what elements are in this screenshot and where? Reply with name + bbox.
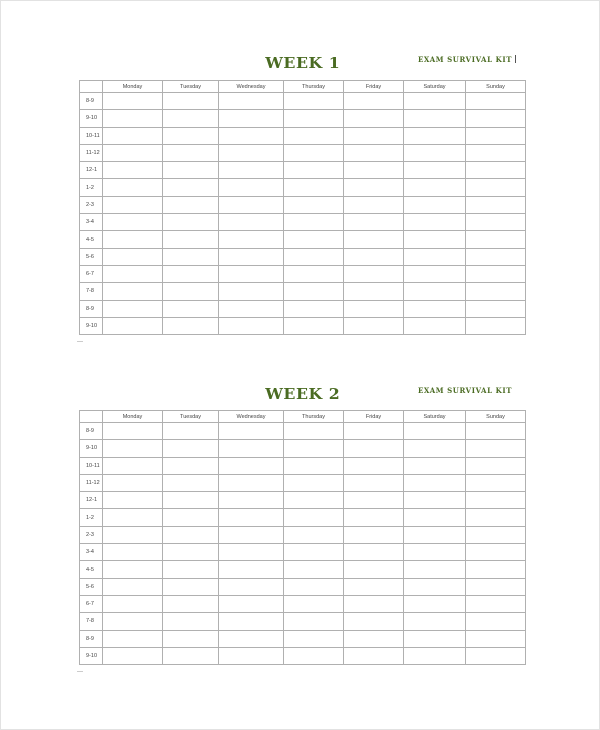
day-header: Tuesday [163,81,219,93]
schedule-cell[interactable] [284,509,344,526]
table-row [80,248,526,265]
week-1-schedule-table [79,80,526,335]
schedule-cell[interactable] [103,578,163,595]
time-slot-label: 6-7 [80,265,103,282]
schedule-cell[interactable] [404,179,466,196]
schedule-cell[interactable] [163,300,219,317]
schedule-cell[interactable] [284,300,344,317]
schedule-cell[interactable] [466,144,526,161]
schedule-cell[interactable] [284,526,344,543]
schedule-cell[interactable] [404,93,466,110]
table-row [80,265,526,282]
day-header: Wednesday [219,411,284,423]
schedule-cell[interactable] [219,457,284,474]
corner-cell [80,411,103,423]
schedule-cell[interactable] [404,440,466,457]
schedule-cell[interactable] [466,492,526,509]
table-row [80,317,526,334]
schedule-cell[interactable] [163,231,219,248]
time-slot-label: 1-2 [80,179,103,196]
schedule-cell[interactable] [284,474,344,491]
table-row [80,509,526,526]
time-slot-label: 3-4 [80,544,103,561]
time-slot-label: 6-7 [80,595,103,612]
schedule-cell[interactable] [219,474,284,491]
schedule-cell[interactable] [284,440,344,457]
schedule-cell[interactable] [163,509,219,526]
time-slot-label: 5-6 [80,578,103,595]
schedule-cell[interactable] [163,162,219,179]
schedule-cell[interactable] [163,283,219,300]
schedule-cell[interactable] [284,283,344,300]
day-header: Monday [103,411,163,423]
day-header: Wednesday [219,81,284,93]
day-header: Monday [103,81,163,93]
table-row [80,196,526,213]
schedule-cell[interactable] [163,630,219,647]
schedule-cell[interactable] [344,127,404,144]
schedule-cell[interactable] [344,214,404,231]
schedule-cell[interactable] [103,265,163,282]
table-row [80,144,526,161]
time-slot-label: 12-1 [80,492,103,509]
schedule-cell[interactable] [103,231,163,248]
schedule-cell[interactable] [344,544,404,561]
schedule-cell[interactable] [466,613,526,630]
schedule-cell[interactable] [284,457,344,474]
schedule-cell[interactable] [466,214,526,231]
schedule-cell[interactable] [219,440,284,457]
schedule-cell[interactable] [219,509,284,526]
schedule-cell[interactable] [344,162,404,179]
schedule-cell[interactable] [284,595,344,612]
table-row [80,526,526,543]
text-cursor [515,55,516,63]
schedule-cell[interactable] [404,423,466,440]
schedule-cell[interactable] [103,647,163,664]
schedule-cell[interactable] [284,179,344,196]
schedule-cell[interactable] [163,248,219,265]
day-header: Thursday [284,81,344,93]
schedule-cell[interactable] [163,474,219,491]
schedule-cell[interactable] [404,613,466,630]
schedule-cell[interactable] [103,127,163,144]
schedule-cell[interactable] [103,630,163,647]
schedule-cell[interactable] [284,214,344,231]
schedule-cell[interactable] [466,440,526,457]
schedule-cell[interactable] [466,265,526,282]
schedule-cell[interactable] [219,127,284,144]
header-row [80,411,526,423]
schedule-cell[interactable] [284,265,344,282]
schedule-cell[interactable] [344,492,404,509]
schedule-cell[interactable] [404,492,466,509]
schedule-cell[interactable] [344,561,404,578]
table-row [80,423,526,440]
schedule-cell[interactable] [404,595,466,612]
schedule-cell[interactable] [219,317,284,334]
schedule-cell[interactable] [284,647,344,664]
week-2-title: WEEK 2 [265,385,341,403]
schedule-cell[interactable] [404,127,466,144]
schedule-cell[interactable] [344,179,404,196]
time-slot-label: 11-12 [80,474,103,491]
schedule-cell[interactable] [163,578,219,595]
schedule-cell[interactable] [344,93,404,110]
schedule-cell[interactable] [284,613,344,630]
schedule-cell[interactable] [219,423,284,440]
time-slot-label: 8-9 [80,93,103,110]
schedule-cell[interactable] [103,423,163,440]
schedule-cell[interactable] [163,647,219,664]
schedule-cell[interactable] [404,144,466,161]
schedule-cell[interactable] [163,423,219,440]
schedule-cell[interactable] [219,492,284,509]
schedule-cell[interactable] [163,93,219,110]
schedule-cell[interactable] [103,110,163,127]
schedule-cell[interactable] [344,457,404,474]
schedule-cell[interactable] [344,526,404,543]
schedule-cell[interactable] [103,561,163,578]
schedule-cell[interactable] [103,162,163,179]
schedule-cell[interactable] [163,110,219,127]
schedule-cell[interactable] [103,492,163,509]
table-row [80,561,526,578]
time-slot-label: 11-12 [80,144,103,161]
schedule-cell[interactable] [284,127,344,144]
time-slot-label: 8-9 [80,300,103,317]
schedule-cell[interactable] [404,526,466,543]
time-slot-label: 9-10 [80,647,103,664]
schedule-cell[interactable] [466,561,526,578]
schedule-cell[interactable] [219,561,284,578]
day-header: Tuesday [163,411,219,423]
time-slot-label: 2-3 [80,526,103,543]
table-row [80,440,526,457]
schedule-cell[interactable] [219,544,284,561]
schedule-cell[interactable] [344,474,404,491]
schedule-cell[interactable] [466,630,526,647]
table-row [80,647,526,664]
time-slot-label: 8-9 [80,423,103,440]
divider [77,671,83,672]
schedule-cell[interactable] [103,544,163,561]
schedule-cell[interactable] [219,214,284,231]
schedule-cell[interactable] [163,214,219,231]
schedule-cell[interactable] [466,526,526,543]
table-row [80,214,526,231]
day-header: Friday [344,411,404,423]
schedule-cell[interactable] [219,613,284,630]
schedule-cell[interactable] [163,544,219,561]
schedule-cell[interactable] [344,300,404,317]
schedule-cell[interactable] [284,578,344,595]
schedule-cell[interactable] [219,647,284,664]
schedule-cell[interactable] [219,110,284,127]
schedule-cell[interactable] [466,196,526,213]
day-header: Friday [344,81,404,93]
schedule-cell[interactable] [103,509,163,526]
schedule-cell[interactable] [404,578,466,595]
schedule-cell[interactable] [404,300,466,317]
time-slot-label: 3-4 [80,214,103,231]
schedule-cell[interactable] [284,630,344,647]
schedule-cell[interactable] [404,509,466,526]
table-row [80,544,526,561]
schedule-cell[interactable] [219,248,284,265]
schedule-cell[interactable] [344,283,404,300]
schedule-cell[interactable] [284,492,344,509]
schedule-cell[interactable] [219,283,284,300]
divider [77,341,83,342]
schedule-cell[interactable] [404,561,466,578]
schedule-cell[interactable] [344,630,404,647]
schedule-cell[interactable] [103,613,163,630]
schedule-cell[interactable] [344,440,404,457]
schedule-cell[interactable] [163,144,219,161]
time-slot-label: 1-2 [80,509,103,526]
day-header: Sunday [466,411,526,423]
schedule-cell[interactable] [103,317,163,334]
time-slot-label: 10-11 [80,457,103,474]
schedule-cell[interactable] [163,595,219,612]
table-row [80,595,526,612]
table-row [80,300,526,317]
schedule-cell[interactable] [404,630,466,647]
header-row [80,81,526,93]
schedule-cell[interactable] [344,423,404,440]
time-slot-label: 9-10 [80,317,103,334]
schedule-cell[interactable] [466,578,526,595]
schedule-cell[interactable] [404,214,466,231]
schedule-cell[interactable] [466,595,526,612]
day-header: Saturday [404,81,466,93]
week-2-schedule-table [79,410,526,665]
schedule-cell[interactable] [344,509,404,526]
schedule-cell[interactable] [404,110,466,127]
schedule-cell[interactable] [466,231,526,248]
schedule-cell[interactable] [163,127,219,144]
schedule-cell[interactable] [163,492,219,509]
time-slot-label: 12-1 [80,162,103,179]
table-row [80,578,526,595]
time-slot-label: 4-5 [80,561,103,578]
schedule-cell[interactable] [466,423,526,440]
schedule-cell[interactable] [219,265,284,282]
schedule-cell[interactable] [103,595,163,612]
schedule-cell[interactable] [404,162,466,179]
schedule-cell[interactable] [103,196,163,213]
schedule-cell[interactable] [404,248,466,265]
schedule-cell[interactable] [404,317,466,334]
schedule-cell[interactable] [219,196,284,213]
schedule-cell[interactable] [404,544,466,561]
schedule-cell[interactable] [103,526,163,543]
schedule-cell[interactable] [163,179,219,196]
schedule-cell[interactable] [466,509,526,526]
time-slot-label: 8-9 [80,630,103,647]
schedule-cell[interactable] [103,93,163,110]
time-slot-label: 5-6 [80,248,103,265]
schedule-cell[interactable] [219,630,284,647]
time-slot-label: 7-8 [80,283,103,300]
schedule-cell[interactable] [219,578,284,595]
schedule-cell[interactable] [103,283,163,300]
schedule-cell[interactable] [219,144,284,161]
schedule-cell[interactable] [466,457,526,474]
time-slot-label: 10-11 [80,127,103,144]
table-row [80,630,526,647]
schedule-cell[interactable] [344,578,404,595]
schedule-cell[interactable] [284,561,344,578]
table-row [80,231,526,248]
schedule-cell[interactable] [284,196,344,213]
schedule-cell[interactable] [404,647,466,664]
schedule-cell[interactable] [163,317,219,334]
table-row [80,457,526,474]
schedule-cell[interactable] [404,196,466,213]
day-header: Saturday [404,411,466,423]
table-row [80,179,526,196]
table-row [80,474,526,491]
schedule-cell[interactable] [163,526,219,543]
week-1-title: WEEK 1 [265,54,341,72]
schedule-cell[interactable] [344,317,404,334]
day-header: Thursday [284,411,344,423]
schedule-cell[interactable] [344,231,404,248]
schedule-cell[interactable] [103,248,163,265]
week-1-kit-label: EXAM SURVIVAL KIT [418,55,513,64]
schedule-cell[interactable] [344,144,404,161]
schedule-cell[interactable] [344,196,404,213]
schedule-cell[interactable] [466,283,526,300]
schedule-cell[interactable] [466,110,526,127]
schedule-cell[interactable] [466,248,526,265]
schedule-cell[interactable] [103,474,163,491]
table-row [80,162,526,179]
schedule-cell[interactable] [404,283,466,300]
schedule-cell[interactable] [466,317,526,334]
schedule-cell[interactable] [344,110,404,127]
schedule-cell[interactable] [404,457,466,474]
schedule-cell[interactable] [284,423,344,440]
schedule-cell[interactable] [103,440,163,457]
schedule-cell[interactable] [284,93,344,110]
time-slot-label: 4-5 [80,231,103,248]
time-slot-label: 9-10 [80,110,103,127]
schedule-cell[interactable] [466,127,526,144]
schedule-cell[interactable] [284,231,344,248]
schedule-cell[interactable] [103,144,163,161]
schedule-cell[interactable] [466,300,526,317]
schedule-cell[interactable] [404,474,466,491]
schedule-cell[interactable] [219,526,284,543]
table-row [80,613,526,630]
week-2-kit-label: EXAM SURVIVAL KIT [418,386,513,395]
schedule-cell[interactable] [163,196,219,213]
schedule-cell[interactable] [344,248,404,265]
schedule-cell[interactable] [219,300,284,317]
schedule-cell[interactable] [466,179,526,196]
schedule-cell[interactable] [284,144,344,161]
schedule-cell[interactable] [163,457,219,474]
time-slot-label: 9-10 [80,440,103,457]
schedule-cell[interactable] [466,162,526,179]
schedule-cell[interactable] [284,162,344,179]
table-row [80,283,526,300]
time-slot-label: 2-3 [80,196,103,213]
schedule-cell[interactable] [219,162,284,179]
table-row [80,93,526,110]
schedule-cell[interactable] [284,317,344,334]
schedule-cell[interactable] [163,561,219,578]
schedule-cell[interactable] [466,93,526,110]
schedule-cell[interactable] [163,440,219,457]
time-slot-label: 7-8 [80,613,103,630]
schedule-cell[interactable] [344,265,404,282]
table-row [80,110,526,127]
schedule-cell[interactable] [219,595,284,612]
schedule-cell[interactable] [344,613,404,630]
schedule-cell[interactable] [219,179,284,196]
schedule-cell[interactable] [466,647,526,664]
table-row [80,127,526,144]
schedule-cell[interactable] [466,544,526,561]
schedule-cell[interactable] [103,214,163,231]
schedule-cell[interactable] [163,613,219,630]
week-1-header-text[interactable] [418,55,516,64]
schedule-cell[interactable] [103,179,163,196]
corner-cell [80,81,103,93]
day-header: Sunday [466,81,526,93]
schedule-cell[interactable] [284,544,344,561]
schedule-cell[interactable] [103,457,163,474]
table-row [80,492,526,509]
schedule-cell[interactable] [163,265,219,282]
schedule-cell[interactable] [103,300,163,317]
schedule-cell[interactable] [219,231,284,248]
schedule-cell[interactable] [284,110,344,127]
schedule-cell[interactable] [404,231,466,248]
schedule-cell[interactable] [466,474,526,491]
schedule-cell[interactable] [219,93,284,110]
schedule-cell[interactable] [344,595,404,612]
schedule-cell[interactable] [404,265,466,282]
schedule-cell[interactable] [284,248,344,265]
schedule-cell[interactable] [344,647,404,664]
